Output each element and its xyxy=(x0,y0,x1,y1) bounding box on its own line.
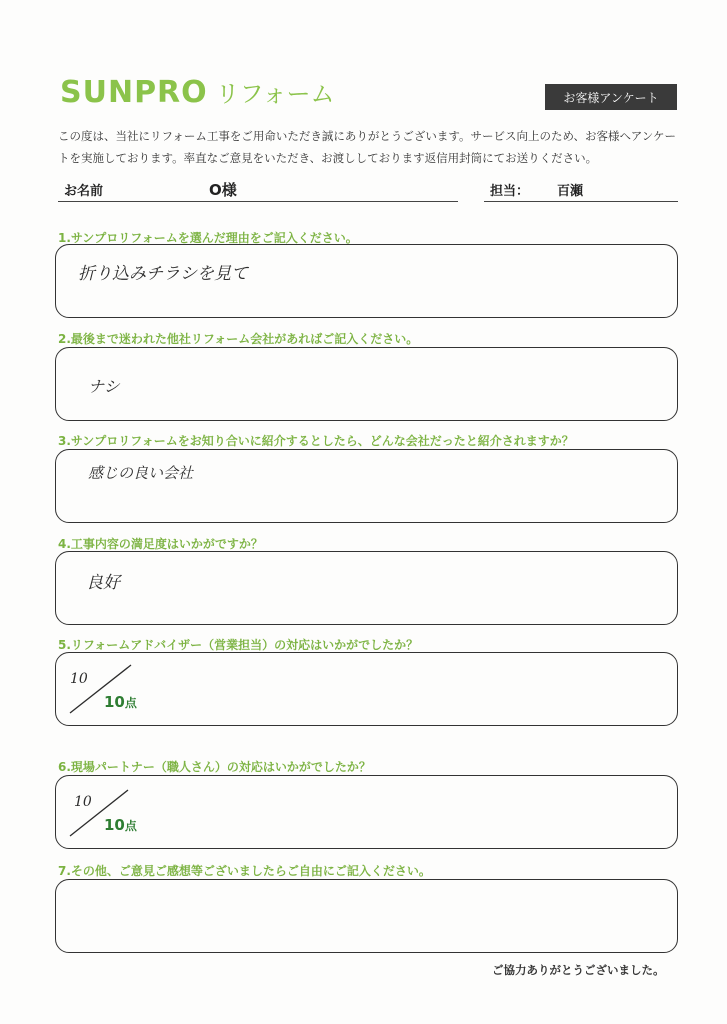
staff-row xyxy=(484,178,678,202)
answer-box-5 xyxy=(55,652,678,726)
score-5-max xyxy=(104,693,137,711)
survey-badge: お客様アンケート xyxy=(545,84,677,110)
answer-box-3 xyxy=(55,449,678,523)
score-5-slash xyxy=(56,653,176,727)
customer-name-row xyxy=(58,178,458,202)
answer-2-text: ナシ xyxy=(88,377,120,396)
name-value xyxy=(209,179,237,200)
question-2-label: 2.最後まで迷われた他社リフォーム会社があればご記入ください。 xyxy=(58,332,419,346)
question-3-label: 3.サンプロリフォームをお知り合いに紹介するとしたら、どんな会社だったと紹介されますか？ xyxy=(58,434,574,448)
question-4-label: 4.工事内容の満足度はいかがですか？ xyxy=(58,537,263,551)
answer-4-text: 良好 xyxy=(86,573,120,593)
intro-line-2: トを実施しております。率直なご意見をいただき、お渡ししております返信用封筒にてお送りください。 xyxy=(58,151,598,165)
name-initial: O xyxy=(209,181,222,199)
question-7-label: 7.その他、ご意見ご感想等ございましたらご自由にご記入ください。 xyxy=(58,864,431,878)
intro-line-1: この度は、当社にリフォーム工事をご用命いただき誠にありがとうございます。サービス向上のため、お客様へアンケー xyxy=(58,129,677,143)
question-6-label: 6.現場パートナー（職人さん）の対応はいかがでしたか？ xyxy=(58,760,371,774)
sunpro-logo xyxy=(60,74,334,110)
answer-box-6 xyxy=(55,775,678,849)
score-6-unit: 点 xyxy=(124,819,137,833)
answer-3-text: 感じの良い会社 xyxy=(88,464,194,482)
score-5-unit: 点 xyxy=(124,696,137,710)
score-5-handwritten: 10 xyxy=(70,671,88,687)
answer-box-1 xyxy=(55,244,678,318)
score-6-slash xyxy=(56,776,176,850)
thanks-text: ご協力ありがとうございました。 xyxy=(492,963,665,977)
name-suffix: 様 xyxy=(221,181,237,199)
score-5-max-value: 10 xyxy=(104,693,125,711)
score-6-handwritten: 10 xyxy=(74,794,92,810)
logo-sub-text: リフォーム xyxy=(215,80,335,108)
score-6-max-value: 10 xyxy=(104,816,125,834)
score-6-max xyxy=(104,816,137,834)
answer-1-text: 折り込みチラシを見て xyxy=(78,264,248,284)
question-5-label: 5.リフォームアドバイザー（営業担当）の対応はいかがでしたか？ xyxy=(58,638,419,652)
answer-box-7 xyxy=(55,879,678,953)
name-label: お名前 xyxy=(64,184,104,199)
staff-label: 担当： xyxy=(490,184,530,199)
logo-main-text: SUNPRO xyxy=(60,75,208,110)
answer-box-2 xyxy=(55,347,678,421)
staff-value: 百瀬 xyxy=(557,184,584,199)
answer-box-4 xyxy=(55,551,678,625)
intro-text xyxy=(58,125,678,169)
question-1-label: 1.サンプロリフォームを選んだ理由をご記入ください。 xyxy=(58,231,358,245)
